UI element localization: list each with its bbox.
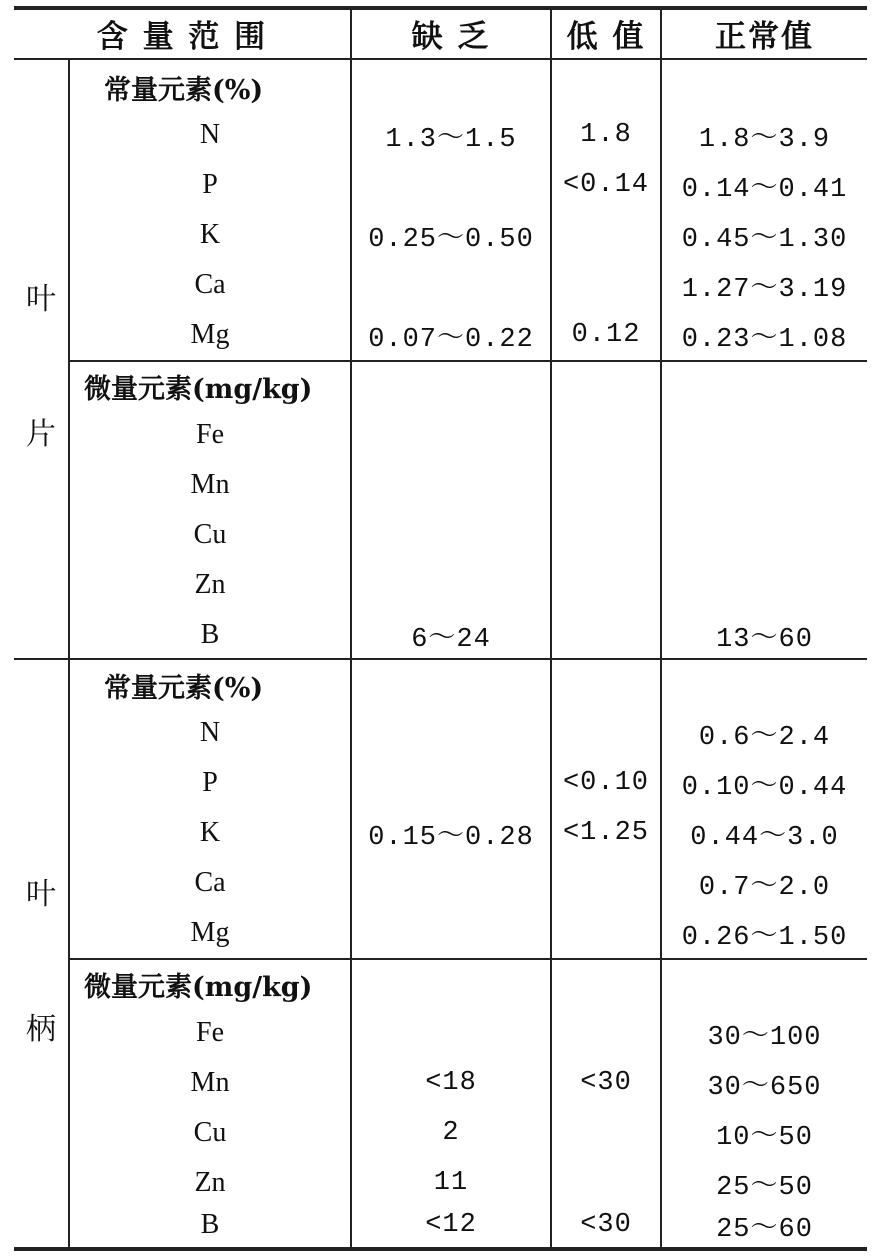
group-separator	[70, 958, 867, 960]
table-top-rule	[14, 6, 867, 10]
low-value: 1.8	[580, 120, 632, 150]
element-mg: Mg	[190, 319, 230, 350]
element-b: B	[200, 619, 220, 650]
normal-value: 0.7～2.0	[698, 873, 831, 903]
normal-value: 0.26～1.50	[681, 923, 848, 953]
low-value: <0.14	[562, 170, 649, 200]
section-leaf-blade-char-2: 片	[26, 417, 56, 452]
deficient-value: <18	[425, 1068, 477, 1098]
element-p: P	[202, 169, 218, 200]
deficient-value: 6～24	[411, 625, 491, 655]
deficient-value: 11	[433, 1168, 469, 1198]
normal-value: 1.8～3.9	[698, 125, 831, 155]
element-k: K	[199, 817, 221, 848]
normal-value: 13～60	[716, 625, 813, 655]
col-divider-low	[550, 6, 552, 1247]
element-mg: Mg	[190, 917, 230, 948]
normal-value: 25～60	[716, 1215, 813, 1245]
element-fe: Fe	[196, 1017, 224, 1048]
element-cu: Cu	[193, 1117, 227, 1148]
element-b: B	[200, 1209, 220, 1240]
element-fe: Fe	[196, 419, 224, 450]
header-normal: 正常值	[715, 18, 814, 55]
section-leaf-blade-char-1: 叶	[26, 282, 56, 317]
normal-value: 10～50	[716, 1123, 813, 1153]
element-k: K	[199, 219, 221, 250]
deficient-value: 0.25～0.50	[368, 225, 534, 255]
col-divider-label	[68, 60, 70, 1247]
group-title: 微量元素(mg/kg)	[84, 971, 313, 1003]
col-divider-deficient	[350, 6, 352, 1247]
normal-value: 0.45～1.30	[681, 225, 848, 255]
element-zn: Zn	[194, 569, 226, 600]
group-title: 常量元素(%)	[104, 672, 264, 704]
element-n: N	[199, 119, 221, 150]
normal-value: 0.10～0.44	[681, 773, 848, 803]
normal-value: 0.44～3.0	[690, 823, 839, 853]
element-n: N	[199, 717, 221, 748]
normal-value: 0.23～1.08	[681, 325, 848, 355]
deficient-value: 2	[442, 1118, 460, 1148]
header-deficient: 缺 乏	[411, 18, 491, 55]
low-value: <30	[580, 1068, 632, 1098]
deficient-value: <12	[425, 1210, 477, 1240]
normal-value: 0.14～0.41	[681, 175, 848, 205]
section-petiole-char-2: 柄	[26, 1012, 56, 1047]
header-low: 低 值	[566, 18, 646, 55]
normal-value: 25～50	[716, 1173, 813, 1203]
element-mn: Mn	[190, 1067, 230, 1098]
group-separator	[70, 360, 867, 362]
header-rule	[14, 58, 867, 60]
element-cu: Cu	[193, 519, 227, 550]
group-title: 微量元素(mg/kg)	[84, 373, 313, 405]
deficient-value: 0.07～0.22	[368, 325, 534, 355]
low-value: <30	[580, 1210, 632, 1240]
group-title: 常量元素(%)	[104, 74, 264, 106]
low-value: <0.10	[562, 768, 649, 798]
nutrient-table	[14, 6, 867, 1251]
normal-value: 1.27～3.19	[681, 275, 848, 305]
section-petiole-char-1: 叶	[26, 877, 56, 912]
element-ca: Ca	[194, 269, 226, 300]
low-value: <1.25	[562, 818, 649, 848]
table-bottom-rule	[14, 1247, 867, 1251]
col-divider-normal	[660, 6, 662, 1247]
low-value: 0.12	[571, 320, 641, 350]
header-range: 含 量 范 围	[96, 18, 268, 55]
deficient-value: 1.3～1.5	[385, 125, 517, 155]
section-rule	[14, 658, 867, 660]
element-p: P	[202, 767, 218, 798]
normal-value: 0.6～2.4	[698, 723, 831, 753]
deficient-value: 0.15～0.28	[368, 823, 534, 853]
element-zn: Zn	[194, 1167, 226, 1198]
normal-value: 30～650	[707, 1073, 822, 1103]
normal-value: 30～100	[707, 1023, 822, 1053]
element-ca: Ca	[194, 867, 226, 898]
element-mn: Mn	[190, 469, 230, 500]
